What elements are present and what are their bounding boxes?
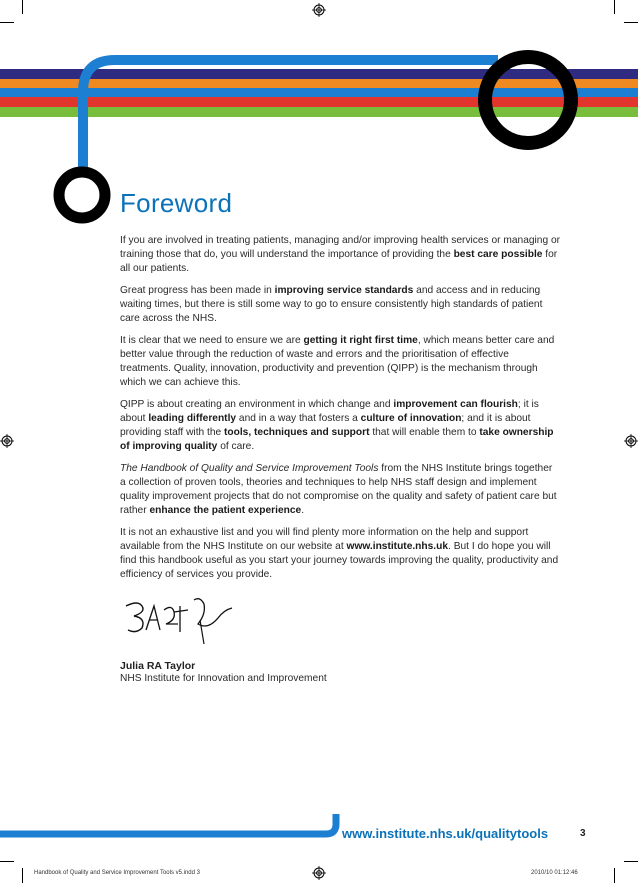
emphasis-text: improving service standards — [274, 285, 414, 296]
body-text: and access and in reducing waiting times, but there is still some way to go to ensure consistently high standards of patient care across the NHS. — [120, 285, 543, 324]
print-slug-datetime: 2010/10 01:12:46 — [531, 870, 578, 876]
body-text: It is clear that we need to ensure we are — [120, 335, 304, 346]
body-paragraph — [120, 526, 560, 582]
body-text: . — [301, 505, 305, 516]
small-ring-icon — [59, 172, 105, 218]
body-text: If you are involved in treating patients, managing and/or improving health services or managing or training those that do, you will understand the importance of providing the — [120, 235, 561, 260]
stripe-green — [0, 107, 638, 117]
body-paragraph — [120, 284, 560, 326]
signatory-organisation: NHS Institute for Innovation and Improvement — [120, 673, 327, 684]
body-paragraph — [120, 398, 560, 454]
body-text: that will enable them to — [369, 427, 480, 438]
crop-mark — [22, 868, 23, 883]
body-paragraph — [120, 334, 560, 390]
registration-mark-icon — [624, 434, 638, 448]
body-text: It is not an exhaustive list and you will find plenty more information on the help and support available from the NHS Institute on our website at — [120, 527, 529, 552]
body-text: of care. — [217, 441, 255, 452]
emphasis-text: take ownership of improving quality — [120, 427, 554, 452]
signatory-name: Julia RA Taylor — [120, 660, 196, 672]
registration-mark-icon — [312, 866, 326, 880]
body-text: , which means better care and better value through the reduction of waste and errors and the prioritisation of effective treatments. Quality, innovation, productivity and prevention (QIPP) is the mechanism through which we can achieve this. — [120, 335, 555, 388]
book-title-text: The Handbook of Quality and Service Improvement Tools — [120, 463, 379, 474]
body-paragraph — [120, 462, 560, 518]
signature-image — [120, 590, 240, 652]
crop-mark — [0, 861, 14, 862]
foreword-body — [120, 234, 560, 590]
stripe-orange — [0, 79, 638, 88]
emphasis-text: improvement can flourish — [393, 399, 518, 410]
page-title: Foreword — [120, 188, 233, 218]
stripe-navy — [0, 69, 638, 79]
emphasis-text: tools, techniques and support — [224, 427, 370, 438]
emphasis-text: leading differently — [148, 413, 237, 424]
body-text: from the NHS Institute brings together a collection of proven tools, theories and techniques to help NHS staff design and implement quality improvement projects that do not compromise on the quality and safety of patient care but rather — [120, 463, 557, 516]
body-paragraph — [120, 234, 560, 276]
emphasis-text: best care possible — [453, 249, 543, 260]
emphasis-text: getting it right first time — [303, 335, 418, 346]
body-text: and in a way that fosters a — [236, 413, 361, 424]
body-text: ; and it is about providing staff with the — [120, 413, 531, 438]
body-text: . But I do hope you will find this handbook useful as you start your journey towards improving the quality, productivity and efficiency of services you provide. — [120, 541, 559, 580]
body-text: ; it is about — [120, 399, 539, 424]
registration-mark-icon — [0, 434, 14, 448]
crop-mark — [624, 861, 638, 862]
emphasis-text: enhance the patient experience — [149, 505, 302, 516]
stripe-red — [0, 97, 638, 107]
crop-mark — [614, 868, 615, 883]
print-slug-file: Handbook of Quality and Service Improvement Tools v5.indd 3 — [34, 870, 200, 876]
stripe-blue — [0, 88, 638, 97]
body-text: QIPP is about creating an environment in which change and — [120, 399, 394, 410]
body-text: Great progress has been made in — [120, 285, 275, 296]
header-graphic — [0, 0, 638, 240]
emphasis-text: culture of innovation — [360, 413, 462, 424]
footer-url-link[interactable]: www.institute.nhs.uk/qualitytools — [342, 826, 549, 841]
emphasis-text: www.institute.nhs.uk — [346, 541, 449, 552]
page-number: 3 — [580, 828, 586, 839]
body-text: for all our patients. — [120, 249, 558, 274]
